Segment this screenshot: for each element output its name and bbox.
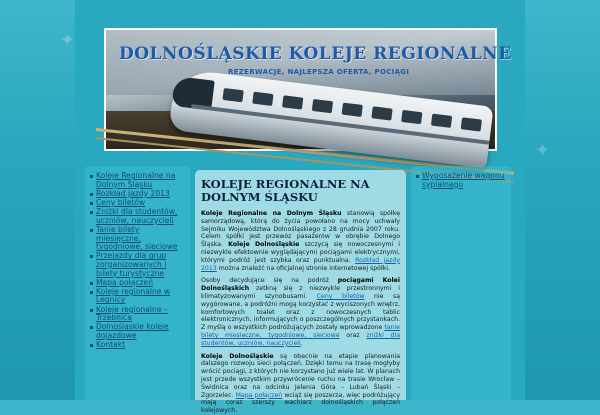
link-tanie-bilety[interactable]: tanie bilety miesięczne, tygodniowe, sieciowe [201,324,400,339]
left-nav-list [89,172,186,350]
text: szczycą się nowoczesnymi i niezwykle efektownie wyglądającymi pociągami elektrycznymi, którymi podróż jest szybka oraz punktualna. [201,241,400,264]
site-header [104,28,512,151]
list-item [96,306,186,323]
left-sidebar [85,166,190,400]
text: wciąż się poszerza, więc podróżujący mają coraz szerszy wachlarz dolnośląskich połączeń kolejowych. [201,391,400,415]
paragraph-3 [201,353,400,415]
right-sidebar [411,166,511,400]
list-item [96,226,186,252]
bold-text: Koleje Regionalne na Dolnym Śląsku [201,210,342,217]
nav-link-przejazdy-grup[interactable]: Przejazdy dla grup zorganizowanych i bilety turystyczne [96,251,167,278]
paragraph-1 [201,210,400,272]
link-ceny-biletow[interactable]: Ceny biletów [316,292,365,300]
text: zetkną się z niezwykle przestronnymi i klimatyzowanymi szynobusami. [201,285,400,300]
nav-link-wyposazenie[interactable]: Wyposażenie wagonu sypialnego [422,171,505,189]
nav-link-rozklad-jazdy[interactable]: Rozkład jazdy 2013 [96,188,170,198]
site-title[interactable]: DOLNOŚLĄSKIE KOLEJE REGIONALNE [119,44,512,64]
nav-link-tanie-bilety[interactable]: Tanie bilety miesięczne, tygodniowe, sieciowe [96,224,178,252]
bold-text: Koleje Dolnośląskie [228,241,300,249]
nav-link-koleje-dojazdowe[interactable]: Dolnośląskie koleje dojazdowe [96,322,169,341]
link-mapa-polaczen[interactable]: Mapa połączeń [235,391,283,399]
bold-text: Koleje Dolnośląskie [201,352,274,360]
link-rozklad-jazdy[interactable]: Rozkład jazdy 2013 [201,256,400,272]
page-container [75,0,525,415]
page-title: KOLEJE REGIONALNE NA DOLNYM ŚLĄSKU [201,177,370,204]
nav-link-mapa-polaczen[interactable]: Mapa połączeń [96,277,154,287]
star-decoration-icon: ✦ [535,140,551,161]
list-item [96,323,186,340]
nav-link-ceny-biletow[interactable]: Ceny biletów [96,197,146,207]
main-content [195,170,406,415]
bold-text: pociągami Kolei Dolnośląskich [201,277,400,293]
list-item [422,172,507,189]
text: oraz [339,331,367,339]
text: nie są wygórowane, a podróżni mogą korzystać z wyciszonych wnętrz, komfortowych toalet oraz z nowoczesnych tablic elektronicznych, informujących o poszczególnych przystankach. Z myślą o wszystkich podróżujących zostały wprowadzone [201,292,400,332]
nav-link-legnica[interactable]: Koleje regionalne w Legnicy [96,286,171,305]
text: stanowią spółkę samorządową, którą do życia powołano na mocy uchwały Sejmiku Województwa Dolnośląskiego z 28 grudnia 2007 roku. Celem spółki jest przewóz pasażerów w obrębie Dolnego Śląska. [201,210,400,249]
text: można znaleźć na oficjalnej stronie internetowej spółki. [216,264,390,272]
link-znizki[interactable]: zniżki dla studentów, uczniów, nauczycieli [201,331,400,347]
right-nav-list [415,172,507,189]
list-item [96,172,186,189]
list-item [96,341,186,350]
paragraph-2 [201,277,400,347]
nav-link-koleje-regionalne[interactable]: Koleje Regionalne na Dolnym Śląsku [96,171,176,189]
nav-link-trzebnica[interactable]: Koleje regionalne – Trzebnica [96,304,168,323]
text: są obecnie na etapie planowania dalszego rozwoju sieci połączeń. Dzięki temu na trasę mogłyby wrócić pociągi, z których nie korzystano już wiele lat. W planach jest przede wszystkim przywrócenie ruchu na trasie Wrocław – Świdnica oraz na odcinku Jelenia Góra – Lubań Śląski – Zgorzelec. [201,352,400,399]
site-description: REZERWACJE, NAJLEPSZA OFERTA, POCIĄGI [228,68,410,76]
list-item [96,208,186,225]
list-item [96,288,186,305]
text: . [300,339,303,347]
text: Osoby decydujące się na podróż [201,277,338,285]
star-decoration-icon: ✦ [60,30,76,51]
header-image [106,30,512,149]
list-item [96,252,186,278]
nav-link-znizki[interactable]: Zniżki dla studentów, uczniów, nauczycieli [96,207,178,225]
nav-link-kontakt[interactable]: Kontakt [96,340,126,350]
